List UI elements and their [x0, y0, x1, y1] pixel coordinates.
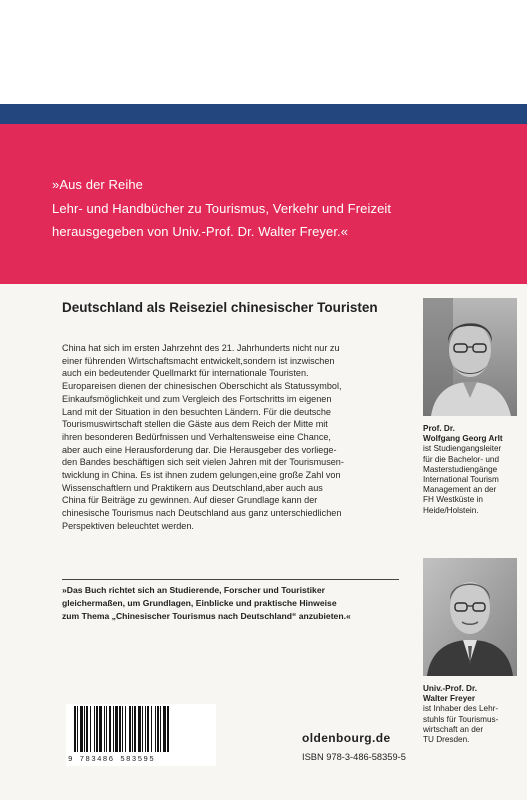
barcode-bar [90, 706, 91, 752]
author-bio-line: Masterstudiengänge [423, 464, 498, 474]
author-title: Univ.-Prof. Dr. [423, 684, 477, 693]
book-title: Deutschland als Reiseziel chinesischer Touristen [62, 300, 378, 315]
barcode-bar [109, 706, 111, 752]
pull-quote [62, 584, 402, 623]
barcode-bar [125, 706, 126, 752]
barcode-bar [96, 706, 98, 752]
barcode-bar [147, 706, 149, 752]
blurb-line: aber auch eine Herausforderung dar. Die Herausgeber des vorliege- [62, 444, 337, 455]
blurb-line: Land mit der Situation in den besuchten Ländern. Für die deutsche [62, 406, 331, 417]
author-bio-line: FH Westküste in [423, 495, 483, 505]
series-line: »Aus der Reihe [52, 177, 144, 192]
barcode-bar [167, 706, 169, 752]
barcode-bar [86, 706, 88, 752]
author-bio-line: TU Dresden. [423, 735, 470, 745]
author-bio-arlt [423, 424, 527, 516]
portrait-illustration [423, 558, 517, 676]
blurb-line: auch ein bedeutender Quellmarkt für internationale Touristen. [62, 368, 309, 379]
author-bio-freyer [423, 684, 527, 745]
barcode-bars [66, 704, 216, 756]
blurb-line: Wissenschaftlern und Praktikern aus Deutschland,aber auch aus [62, 482, 323, 493]
blue-stripe [0, 104, 527, 124]
author-title: Prof. Dr. [423, 424, 455, 433]
author-bio-line: wirtschaft an der [423, 724, 484, 734]
blurb-line: den Bandes beschäftigen sich seit vielen Jahren mit der Tourismusen- [62, 457, 344, 468]
portrait-illustration [423, 298, 517, 416]
barcode-bar [138, 706, 141, 752]
barcode-bar [155, 706, 156, 752]
series-line: herausgegeben von Univ.-Prof. Dr. Walter Freyer.« [52, 224, 349, 239]
barcode-bar [132, 706, 133, 752]
divider [62, 579, 399, 580]
blurb-line: einer führenden Wirtschaftsmacht entwickelt,sondern ist inzwischen [62, 355, 335, 366]
series-line: Lehr- und Handbücher zu Tourismus, Verkehr und Freizeit [52, 200, 392, 216]
blurb-line: chinesische Tourismus nach Deutschland aus ganz unterschiedlichen [62, 508, 342, 519]
barcode-bar [104, 706, 105, 752]
barcode-bar [106, 706, 107, 752]
barcode-bar [113, 706, 114, 752]
top-margin [0, 0, 527, 104]
barcode-bar [134, 706, 136, 752]
author-photo-freyer [423, 558, 517, 676]
blurb-line: China hat sich im ersten Jahrzehnt des 21. Jahrhunderts nicht nur zu [62, 343, 340, 353]
barcode-bar [74, 706, 76, 752]
barcode-bar [94, 706, 95, 752]
author-bio-line: ist Inhaber des Lehr- [423, 704, 499, 714]
quote-line: zum Thema „Chinesischer Tourismus nach Deutschland“ anzubieten.« [62, 611, 351, 621]
barcode-bar [129, 706, 131, 752]
author-bio-line: International Tourism [423, 475, 499, 485]
barcode-bar [151, 706, 152, 752]
author-bio-line: für die Bachelor- und [423, 454, 500, 464]
quote-line: »Das Buch richtet sich an Studierende, Forscher und Touristiker [62, 585, 325, 595]
barcode-bar [163, 706, 166, 752]
barcode-bar [77, 706, 78, 752]
blurb-line: Europareisen dienen der chinesischen Oberschicht als Statussymbol, [62, 381, 342, 392]
isbn-barcode [66, 704, 216, 766]
author-bio-line: Management an der [423, 485, 497, 495]
barcode-bar [84, 706, 85, 752]
blurb-line: twicklung in China. Es ist ihnen zudem gelungen,eine große Zahl von [62, 470, 341, 481]
barcode-bar [115, 706, 118, 752]
publisher-website: oldenbourg.de [302, 731, 391, 745]
author-name: Walter Freyer [423, 694, 476, 704]
author-bio-line: Heide/Holstein. [423, 505, 479, 515]
barcode-digits: 9 783486 583595 [68, 756, 156, 764]
barcode-bar [160, 706, 161, 752]
series-statement [52, 173, 512, 244]
barcode-bar [142, 706, 143, 752]
quote-line: gleichermaßen, um Grundlagen, Einblicke und praktische Hinweise [62, 598, 337, 608]
author-name: Wolfgang Georg Arlt [423, 434, 503, 444]
barcode-bar [99, 706, 102, 752]
blurb-line: Tourismuswirtschaft stellen die Gäste aus dem Reich der Mitte mit [62, 419, 328, 430]
barcode-bar [145, 706, 146, 752]
blurb-line: China für Beiträge zu gewinnen. Auf dieser Grundlage kann der [62, 495, 318, 506]
blurb-text [62, 342, 402, 533]
barcode-bar [157, 706, 159, 752]
isbn-number: ISBN 978-3-486-58359-5 [302, 752, 406, 762]
author-bio-line: stuhls für Tourismus- [423, 714, 499, 724]
author-photo-arlt [423, 298, 517, 416]
blurb-line: Einkaufsmöglichkeit und zum Vergleich des Fortschritts im eigenen [62, 393, 332, 404]
blurb-line: Perspektiven beleuchtet werden. [62, 520, 194, 531]
author-bio-line: ist Studiengangsleiter [423, 444, 502, 454]
barcode-bar [80, 706, 83, 752]
barcode-bar [122, 706, 123, 752]
blurb-line: ihren besonderen Bedürfnissen und Verhaltensweise eine Chance, [62, 431, 331, 442]
barcode-bar [119, 706, 121, 752]
